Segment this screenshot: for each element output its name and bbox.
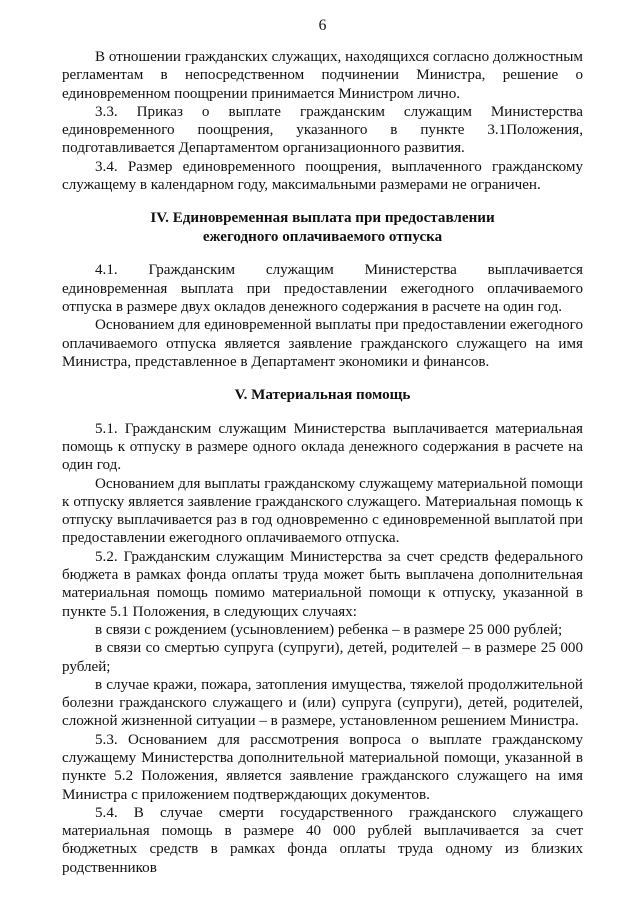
page-number: 6 bbox=[318, 17, 327, 34]
paragraph-3-3: 3.3. Приказ о выплате гражданским служащим Министерства единовременного поощрения, указанного в пункте 3.1Положения, подготавливается Департаментом организационного развития. bbox=[62, 103, 583, 157]
paragraph-ministers-subordinates: В отношении гражданских служащих, находящихся согласно должностным регламентам в непосредственном подчинении Министра, решение о единовременном поощрении принимается Министром лично. bbox=[62, 49, 583, 102]
paragraph-5-1-basis: Основанием для выплаты гражданскому служащему материальной помощи к отпуску является заявление гражданского служащего. Материальная помощь к отпуску выплачивается раз в год одновременно с единовременной выплатой при предоставлении ежегодного оплачиваемого отпуска. bbox=[62, 475, 583, 547]
section-4-heading-line-2: ежегодного оплачиваемого отпуска bbox=[202, 228, 443, 245]
section-4-heading-line-1: IV. Единовременная выплата при предоставлении bbox=[150, 210, 495, 227]
section-4-heading bbox=[62, 209, 583, 246]
paragraph-4-basis: Основанием для единовременной выплаты при предоставлении ежегодного оплачиваемого отпуска является заявление гражданского служащего на имя Министра, представленное в Департамент экономики и финансов. bbox=[62, 317, 583, 370]
list-item-theft-fire: в случае кражи, пожара, затопления имущества, тяжелой продолжительной болезни гражданского служащего и (или) супруга (супруги), детей, родителей, сложной жизненной ситуации – в размере, установленном решением Министра. bbox=[62, 676, 583, 730]
paragraph-4-1: 4.1. Гражданским служащим Министерства выплачивается единовременная выплата при предоставлении ежегодного оплачиваемого отпуска в размере двух окладов денежного содержания в расчете на один год. bbox=[62, 262, 583, 315]
paragraph-3-4: 3.4. Размер единовременного поощрения, выплаченного гражданскому служащему в календарном году, максимальными размерами не ограничен. bbox=[62, 158, 583, 194]
paragraph-5-4: 5.4. В случае смерти государственного гражданского служащего материальная помощь в размере 40 000 рублей выплачивается за счет бюджетных средств в рамках фонда оплаты труда одному из близких родственников bbox=[62, 804, 583, 876]
section-5-heading: V. Материальная помощь bbox=[234, 387, 411, 404]
paragraph-5-2: 5.2. Гражданским служащим Министерства за счет средств федерального бюджета в рамках фонда оплаты труда может быть выплачена дополнительная материальная помощь помимо материальной помощи к отпуску, указанной в пункте 5.1 Положения, в следующих случаях: bbox=[62, 548, 583, 620]
paragraph-5-3: 5.3. Основанием для рассмотрения вопроса о выплате гражданскому служащему Министерства дополнительной материальной помощи, указанной в пункте 5.2 Положения, является заявление гражданского служащего на имя Министра с приложением подтверждающих документов. bbox=[62, 731, 583, 803]
list-item-birth: в связи с рождением (усыновлением) ребенка – в размере 25 000 рублей; bbox=[95, 621, 563, 638]
list-item-death: в связи со смертью супруга (супруги), детей, родителей – в размере 25 000 рублей; bbox=[62, 640, 583, 675]
paragraph-5-1: 5.1. Гражданским служащим Министерства выплачивается материальная помощь к отпуску в размере одного оклада денежного содержания в расчете на один год. bbox=[62, 420, 583, 474]
